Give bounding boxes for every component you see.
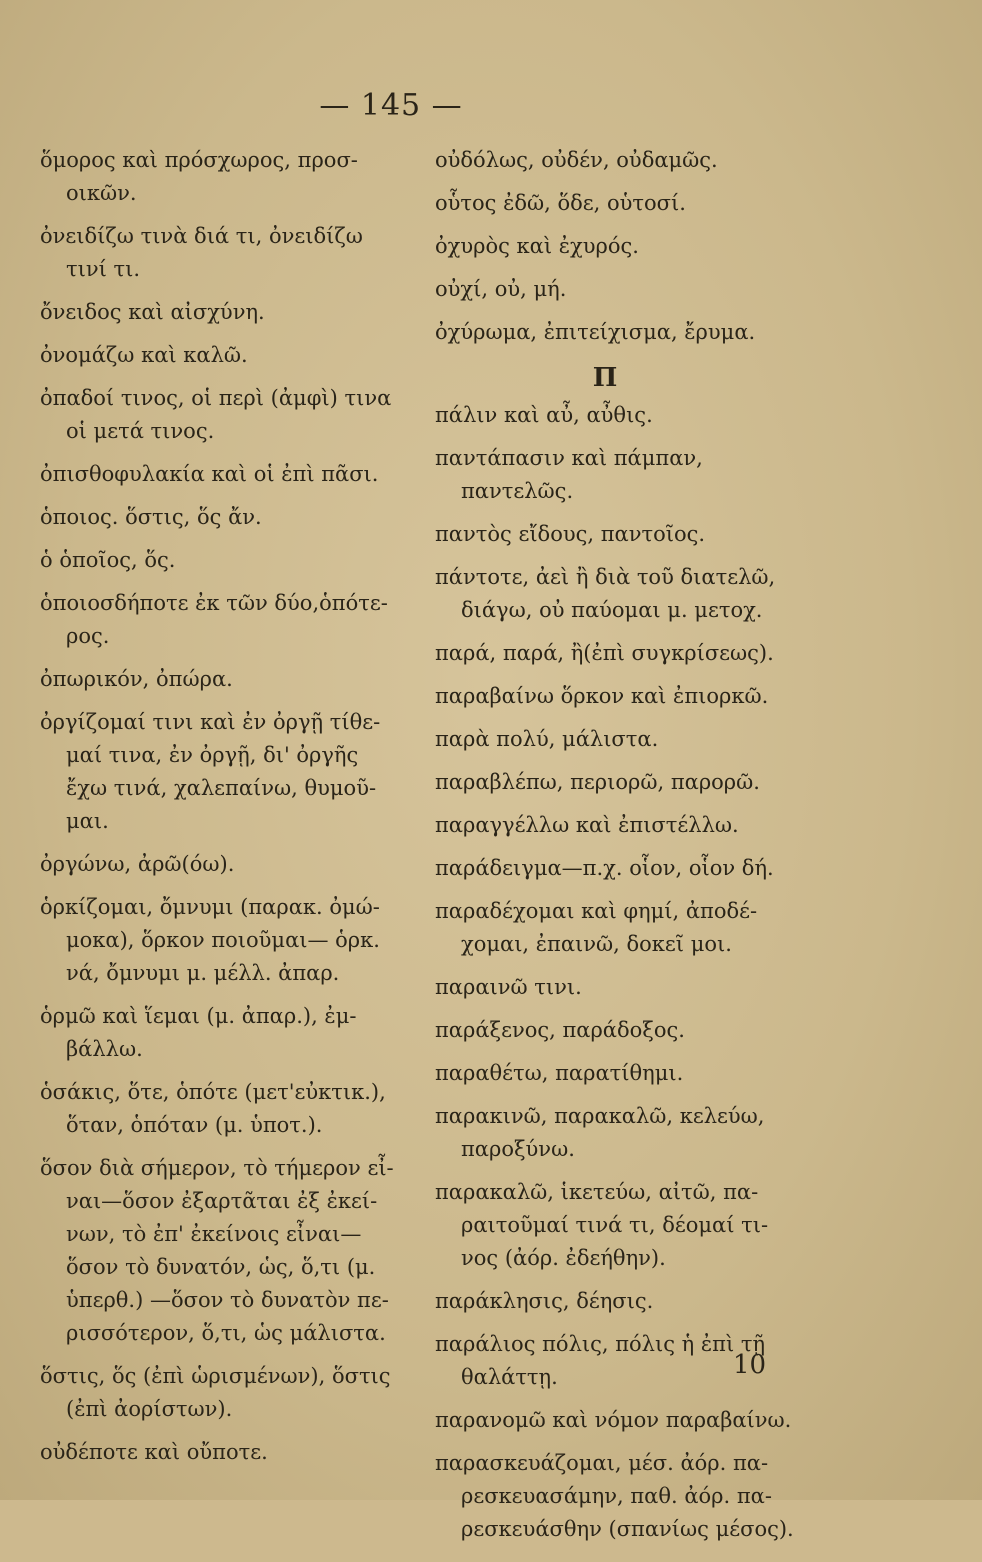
section-letter: Π <box>592 363 618 393</box>
dictionary-entry <box>435 643 835 676</box>
page-number: — 145 — <box>319 88 463 123</box>
entry-line: παρακαλῶ, ἱκετεύω, αἰτῶ, πα- <box>435 1180 759 1204</box>
dictionary-entry <box>435 322 835 355</box>
entry-line: ραιτοῦμαί τινά τι, δέομαί τι- <box>461 1213 769 1237</box>
entry-line: ὀπωρικόν, ὀπώρα. <box>40 667 233 691</box>
entry-line: παροξύνω. <box>461 1137 575 1161</box>
entry-line: παράκλησις, δέησις. <box>435 1289 654 1313</box>
entry-line: βάλλω. <box>66 1037 143 1061</box>
dictionary-entry <box>40 1366 430 1432</box>
entry-line: ὀργίζομαί τινι καὶ ἐν ὀργῇ τίθε- <box>40 710 381 734</box>
dictionary-entry <box>40 854 430 887</box>
dictionary-entry <box>40 1082 430 1148</box>
dictionary-entry <box>435 405 835 438</box>
entry-line: ναι—ὅσον ἐξαρτᾶται ἐξ ἐκεί- <box>66 1189 378 1213</box>
dictionary-entry <box>435 193 835 226</box>
entry-line: νων, τὸ ἐπ' ἐκείνοις εἶναι— <box>66 1222 362 1246</box>
dictionary-entry <box>435 448 835 514</box>
entry-line: νά, ὄμνυμι μ. μέλλ. ἀπαρ. <box>66 961 340 985</box>
dictionary-entry <box>435 1020 835 1053</box>
entry-line: ὀπαδοί τινος, οἱ περὶ (ἀμφὶ) τινα <box>40 386 392 410</box>
dictionary-entry <box>435 236 835 269</box>
dictionary-entry <box>435 901 835 967</box>
entry-line: παράξενος, παράδοξος. <box>435 1018 685 1042</box>
entry-line: ὁσάκις, ὅτε, ὁπότε (μετ'εὐκτικ.), <box>40 1080 386 1104</box>
right-column <box>435 150 835 1562</box>
entry-line: θαλάττῃ. <box>461 1365 558 1389</box>
entry-line: παραγγέλλω καὶ ἐπιστέλλω. <box>435 813 739 837</box>
dictionary-entry <box>435 524 835 557</box>
entry-line: ρεσκευασάμην, παθ. ἀόρ. πα- <box>461 1484 772 1508</box>
dictionary-entry <box>40 507 430 540</box>
entry-line: ὀχύρωμα, ἐπιτείχισμα, ἔρυμα. <box>435 320 756 344</box>
entry-line: οὐδόλως, οὐδέν, οὐδαμῶς. <box>435 148 718 172</box>
entry-line: οἱ μετά τινος. <box>66 419 215 443</box>
entry-line: ἔχω τινά, χαλεπαίνω, θυμοῦ- <box>66 776 377 800</box>
entry-line: ὀργώνω, ἀρῶ(όω). <box>40 852 235 876</box>
entry-line: παρὰ πολύ, μάλιστα. <box>435 727 659 751</box>
dictionary-entry <box>435 729 835 762</box>
entry-line: παραινῶ τινι. <box>435 975 582 999</box>
entry-line: παράδειγμα—π.χ. οἷον, οἷον δή. <box>435 856 774 880</box>
entry-line: παραβλέπω, περιορῶ, παρορῶ. <box>435 770 760 794</box>
dictionary-entry <box>435 1063 835 1096</box>
dictionary-entry <box>40 302 430 335</box>
dictionary-entry <box>40 345 430 378</box>
entry-line: τινί τι. <box>66 257 141 281</box>
entry-line: ὅταν, ὁπόταν (μ. ὑποτ.). <box>66 1113 323 1137</box>
dictionary-entry <box>435 977 835 1010</box>
entry-line: παρανομῶ καὶ νόμον παραβαίνω. <box>435 1408 792 1432</box>
entry-line: οὗτος ἐδῶ, ὅδε, οὑτοσί. <box>435 191 686 215</box>
dictionary-entry <box>435 150 835 183</box>
entry-line: ὅσον τὸ δυνατόν, ὡς, ὅ,τι (μ. <box>66 1255 376 1279</box>
entry-line: ὁρκίζομαι, ὄμνυμι (παρακ. ὀμώ- <box>40 895 380 919</box>
dictionary-entry <box>40 388 430 454</box>
dictionary-entry <box>40 550 430 583</box>
dictionary-entry <box>40 464 430 497</box>
entry-line: ὑπερθ.) —ὅσον τὸ δυνατὸν πε- <box>66 1288 389 1312</box>
entry-line: παράλιος πόλις, πόλις ἡ ἐπὶ τῇ <box>435 1332 766 1356</box>
dictionary-entry <box>40 1442 430 1475</box>
dictionary-entry <box>40 1006 430 1072</box>
dictionary-entry <box>435 1334 835 1400</box>
dictionary-entry <box>435 1410 835 1443</box>
entry-line: παντὸς εἴδους, παντοῖος. <box>435 522 706 546</box>
entry-line: παραδέχομαι καὶ φημί, ἀποδέ- <box>435 899 758 923</box>
entry-line: οὐχί, οὐ, μή. <box>435 277 567 301</box>
entry-line: παρά, παρά, ἢ(ἐπὶ συγκρίσεως). <box>435 641 774 665</box>
entry-line: ὁποιοσδήποτε ἐκ τῶν δύο,ὁπότε- <box>40 591 388 615</box>
entry-line: παρασκευάζομαι, μέσ. ἀόρ. πα- <box>435 1451 769 1475</box>
entry-line: πάλιν καὶ αὖ, αὖθις. <box>435 403 653 427</box>
entry-line: ὄνειδος καὶ αἰσχύνη. <box>40 300 265 324</box>
entry-line: ὀχυρὸς καὶ ἐχυρός. <box>435 234 639 258</box>
entry-line: ὀνομάζω καὶ καλῶ. <box>40 343 248 367</box>
dictionary-entry <box>435 1182 835 1281</box>
entry-line: παντελῶς. <box>461 479 574 503</box>
entry-line: (ἐπὶ ἀορίστων). <box>66 1397 233 1421</box>
entry-line: μαί τινα, ἐν ὀργῇ, δι' ὀργῆς <box>66 743 359 767</box>
dictionary-entry <box>435 686 835 719</box>
dictionary-entry <box>40 712 430 844</box>
dictionary-entry <box>40 150 430 216</box>
entry-line: μαι. <box>66 809 109 833</box>
entry-line: ὅστις, ὅς (ἐπὶ ὡρισμένων), ὅστις <box>40 1364 391 1388</box>
entry-line: χομαι, ἐπαινῶ, δοκεῖ μοι. <box>461 932 732 956</box>
entry-line: ρισσότερον, ὅ,τι, ὡς μάλιστα. <box>66 1321 386 1345</box>
dictionary-entry <box>435 1453 835 1552</box>
dictionary-entry <box>435 815 835 848</box>
dictionary-entry <box>435 1291 835 1324</box>
dictionary-entry <box>40 1158 430 1356</box>
entry-line: παρακινῶ, παρακαλῶ, κελεύω, <box>435 1104 765 1128</box>
entry-line: νος (ἀόρ. ἐδεήθην). <box>461 1246 666 1270</box>
entry-line: ρος. <box>66 624 110 648</box>
entry-line: ὀνειδίζω τινὰ διά τι, ὀνειδίζω <box>40 224 363 248</box>
entry-line: παραβαίνω ὅρκον καὶ ἐπιορκῶ. <box>435 684 769 708</box>
dictionary-entry <box>40 897 430 996</box>
entry-line: μοκα), ὅρκον ποιοῦμαι— ὁρκ. <box>66 928 380 952</box>
dictionary-entry <box>435 858 835 891</box>
dictionary-entry <box>40 593 430 659</box>
entry-line: ὁποιος. ὅστις, ὅς ἄν. <box>40 505 262 529</box>
entry-line: οὐδέποτε καὶ οὔποτε. <box>40 1440 268 1464</box>
entry-line: πάντοτε, ἀεὶ ἢ διὰ τοῦ διατελῶ, <box>435 565 776 589</box>
dictionary-entry <box>40 226 430 292</box>
entry-line: ὅσον διὰ σήμερον, τὸ τήμερον εἶ- <box>40 1156 394 1180</box>
dictionary-entry <box>435 567 835 633</box>
entry-line: παντάπασιν καὶ πάμπαν, <box>435 446 703 470</box>
dictionary-entry <box>435 1106 835 1172</box>
entry-line: οικῶν. <box>66 181 137 205</box>
dictionary-entry <box>435 279 835 312</box>
entry-line: ὅμορος καὶ πρόσχωρος, προσ- <box>40 148 358 172</box>
entry-line: ρεσκευάσθην (σπανίως μέσος). <box>461 1517 794 1541</box>
dictionary-entry <box>40 669 430 702</box>
dictionary-entry <box>435 772 835 805</box>
entry-line: παραθέτω, παρατίθημι. <box>435 1061 684 1085</box>
entry-line: ὁρμῶ καὶ ἵεμαι (μ. ἀπαρ.), ἐμ- <box>40 1004 357 1028</box>
signature-mark: 10 <box>733 1350 767 1380</box>
left-column <box>40 150 430 1485</box>
entry-line: ὀπισθοφυλακία καὶ οἱ ἐπὶ πᾶσι. <box>40 462 379 486</box>
entry-line: διάγω, οὐ παύομαι μ. μετοχ. <box>461 598 763 622</box>
entry-line: ὁ ὁποῖος, ὅς. <box>40 548 176 572</box>
